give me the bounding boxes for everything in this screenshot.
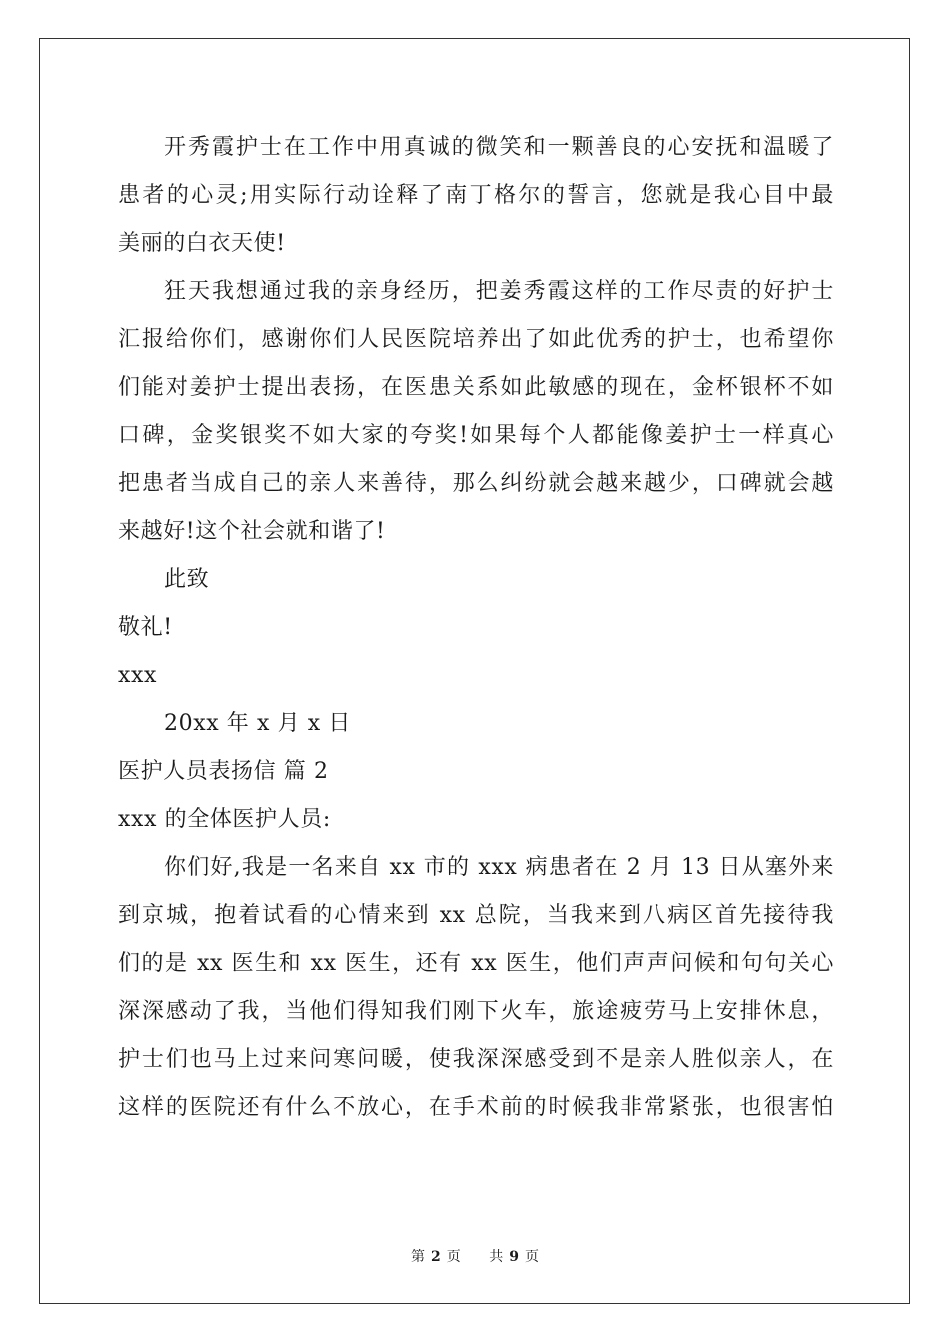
paragraph-line: 们能对姜护士提出表扬，在医患关系如此敏感的现在，金杯银杯不如 (118, 375, 834, 400)
paragraph-line: 口碑，金奖银奖不如大家的夸奖!如果每个人都能像姜护士一样真心 (118, 423, 834, 448)
total-indicator (483, 1249, 545, 1265)
page-indicator (405, 1249, 467, 1265)
paragraph-line: 汇报给你们，感谢你们人民医院培养出了如此优秀的护士，也希望你 (118, 327, 834, 352)
paragraph-line: 开秀霞护士在工作中用真诚的微笑和一颗善良的心安抚和温暖了 (164, 135, 834, 160)
page-number: 2 (431, 1249, 441, 1265)
paragraph-line: 这样的医院还有什么不放心，在手术前的时候我非常紧张，也很害怕 (118, 1095, 834, 1120)
paragraph-line: 美丽的白衣天使! (118, 231, 286, 256)
paragraph-line: 们的是 xx 医生和 xx 医生，还有 xx 医生，他们声声问候和句句关心 (118, 951, 834, 976)
total-pages: 9 (509, 1249, 519, 1265)
paragraph-line: 来越好!这个社会就和谐了! (118, 519, 386, 544)
signature-date: 20xx 年 x 月 x 日 (164, 711, 351, 736)
paragraph-line: 把患者当成自己的亲人来善待，那么纠纷就会越来越少，口碑就会越 (118, 471, 834, 496)
paragraph-line: 狂天我想通过我的亲身经历，把姜秀霞这样的工作尽责的好护士 (164, 279, 834, 304)
document-body (118, 124, 834, 1132)
paragraph-line: 深深感动了我，当他们得知我们刚下火车，旅途疲劳马上安排休息， (118, 999, 834, 1024)
page-footer (0, 1246, 950, 1266)
page-suffix: 页 (446, 1249, 461, 1265)
section-title: 医护人员表扬信 篇 2 (118, 759, 329, 784)
paragraph-line: 到京城，抱着试看的心情来到 xx 总院，当我来到八病区首先接待我 (118, 903, 834, 928)
closing-regards: 敬礼! (118, 615, 173, 640)
paragraph-line: 患者的心灵;用实际行动诠释了南丁格尔的誓言，您就是我心目中最 (118, 183, 834, 208)
total-suffix: 页 (524, 1249, 539, 1265)
signature-name: xxx (118, 663, 158, 688)
paragraph-line: 护士们也马上过来问寒问暖，使我深深感受到不是亲人胜似亲人，在 (118, 1047, 834, 1072)
total-prefix: 共 (489, 1249, 504, 1265)
page-prefix: 第 (411, 1249, 426, 1265)
letter-recipient: xxx 的全体医护人员: (118, 807, 331, 832)
paragraph-line: 你们好,我是一名来自 xx 市的 xxx 病患者在 2 月 13 日从塞外来 (164, 855, 834, 880)
closing-salutation: 此致 (164, 567, 210, 592)
